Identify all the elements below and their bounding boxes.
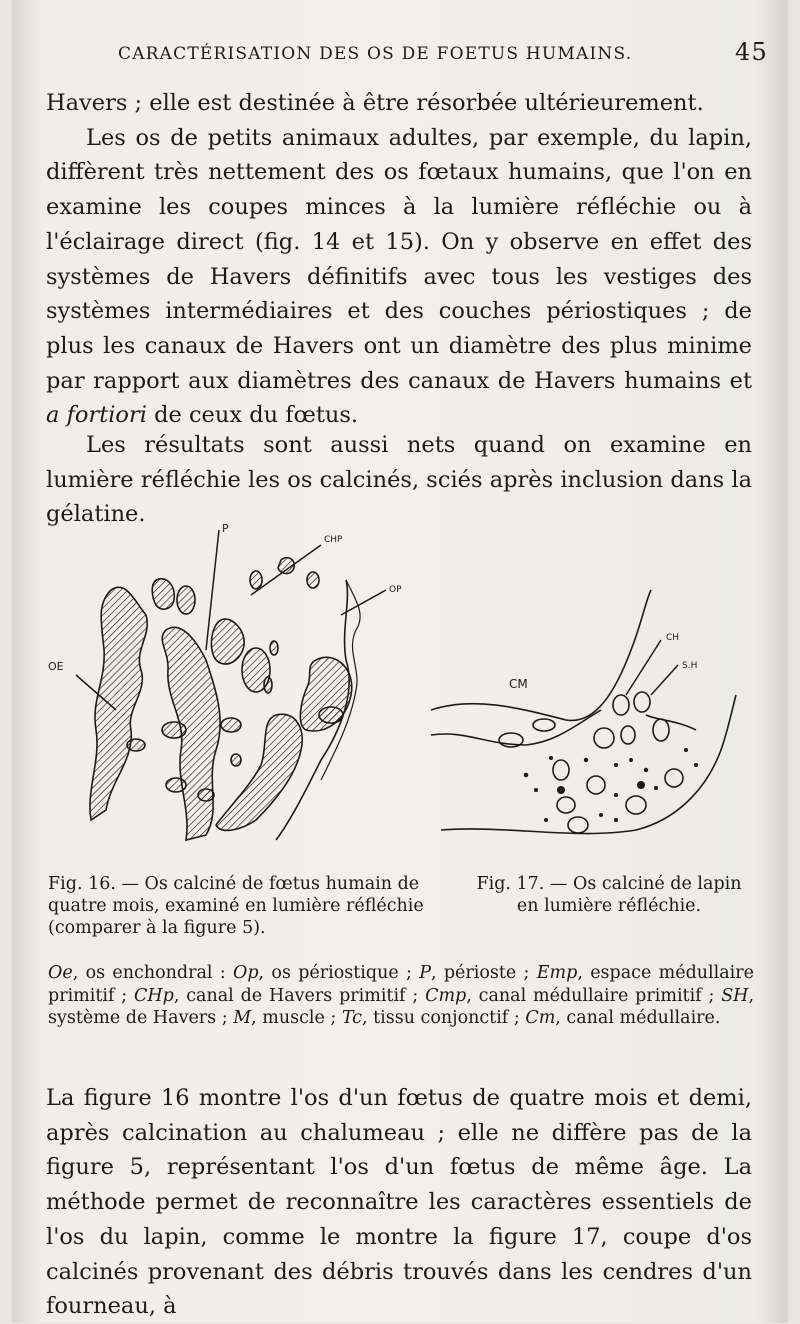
fortiori-text: a fortiori	[46, 402, 147, 429]
fig16-label-chp: CHP	[324, 535, 343, 545]
fig17-label-ch: CH	[666, 633, 680, 643]
fig17-label-cm: CM	[509, 677, 528, 691]
fig17-label-sh: S.H	[682, 661, 698, 671]
figure-16-drawing	[90, 558, 360, 840]
paragraph-rabbit-bones: Les os de petits animaux adultes, par exemple, du lapin, diffèrent très nettement des os fœtaux humains, que l'on en examine les coupes minces à la lumière réfléchie ou à l'éclairage direct (fig. 14 et 15). On y observe en effet des systèmes de Havers définitifs avec tous les vestiges des systèmes intermédiaires et des couches périostiques ; de plus les canaux de Havers ont un diamètre des plus minime par rapport aux diamètres des canaux de Havers humains et a fortiori de ceux du fœtus.	[46, 124, 752, 429]
figures-16-17	[48, 520, 756, 860]
continued-line: Havers ; elle est destinée à être résorbée ultérieurement.	[46, 90, 704, 116]
caption-figure-16: Fig. 16. — Os calciné de fœtus humain de quatre mois, examiné en lumière réfléchie (comparer à la figure 5).	[48, 874, 424, 938]
figure-legend: Oe, os enchondral : Op, os périostique ; P, périoste ; Emp, espace médullaire primitif ; CHp, canal de Havers primitif ; Cmp, canal médullaire primitif ; SH, système de Havers ; M, muscle ; Tc, tissu conjonctif ; Cm, canal médullaire.	[48, 963, 755, 1028]
top-paragraphs	[46, 86, 752, 433]
running-title: CARACTÉRISATION DES OS DE FOETUS HUMAINS.	[118, 44, 633, 64]
fig16-label-oe: OE	[48, 660, 64, 673]
page-number: 45	[735, 38, 768, 66]
fig16-label-op: OP	[389, 585, 402, 595]
figure-17-dots	[524, 748, 698, 822]
caption-figure-17: Fig. 17. — Os calciné de lapin en lumière réfléchie.	[476, 874, 742, 916]
figure-17-leaders	[626, 640, 678, 695]
paragraph-figure-16: La figure 16 montre l'os d'un fœtus de quatre mois et demi, après calcination au chalumeau ; elle ne diffère pas de la figure 5, représentant l'os d'un fœtus de même âge. La méthode permet de reconnaître les caractères essentiels de l'os du lapin, comme le montre la figure 17, coupe d'os calcinés provenant des débris trouvés dans les cendres d'un fourneau, à	[46, 1085, 752, 1320]
fig16-label-p: P	[222, 522, 229, 535]
paragraph-calcined: Les résultats sont aussi nets quand on examine en lumière réfléchie les os calcinés, sciés après inclusion dans la gélatine.	[46, 432, 752, 528]
figure-17-drawing	[431, 590, 736, 834]
